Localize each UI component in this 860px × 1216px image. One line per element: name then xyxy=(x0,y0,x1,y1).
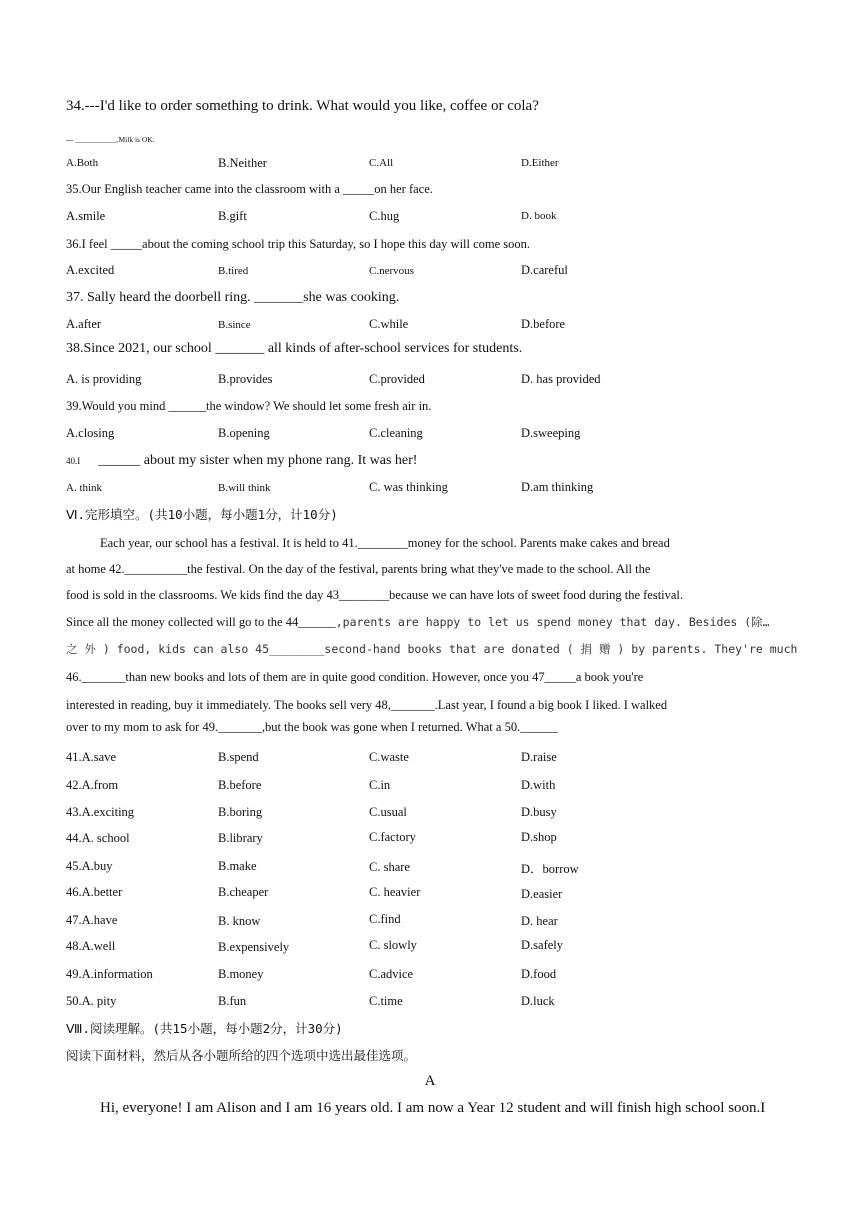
passage-line: 46._______than new books and lots of them are in quite good condition. However, once you 47_____a book you're xyxy=(66,670,644,684)
option-c: C. slowly xyxy=(369,938,417,952)
option-b: B.money xyxy=(218,967,264,981)
passage-label: A xyxy=(424,1073,436,1089)
option-b: B.boring xyxy=(218,805,263,819)
option-a: A.Both xyxy=(66,157,99,169)
option-a: 42.A.from xyxy=(66,778,119,792)
option-c: C.waste xyxy=(369,750,409,764)
option-c: C.cleaning xyxy=(369,426,423,440)
option-b: B.fun xyxy=(218,994,247,1008)
option-c: C.advice xyxy=(369,967,414,981)
section-6-heading: Ⅵ.完形填空。(共10小题，每小题1分，计10分) xyxy=(66,507,338,522)
option-b: B.since xyxy=(218,319,251,331)
option-a: 44.A. school xyxy=(66,831,130,845)
passage-line: at home 42.__________the festival. On the day of the festival, parents bring what they've made to the school. All the xyxy=(66,562,651,576)
option-c: C.in xyxy=(369,778,391,792)
option-b: B.gift xyxy=(218,209,247,223)
question-34-sub: --- ___________.Milk is OK. xyxy=(66,135,155,144)
passage-line: Each year, our school has a festival. It is held to 41.________money for the school. Parents make cakes and bread xyxy=(100,536,670,550)
option-b: B.will think xyxy=(218,482,271,494)
option-c: C.provided xyxy=(369,372,425,386)
option-d: D.food xyxy=(521,967,557,981)
option-d: D.am thinking xyxy=(521,480,594,494)
option-b: B.expensively xyxy=(218,940,290,954)
option-a: A.closing xyxy=(66,426,115,440)
question-40-stem xyxy=(66,451,417,469)
option-d: D.raise xyxy=(521,750,557,764)
option-c: C. heavier xyxy=(369,885,421,899)
option-b: B.Neither xyxy=(218,156,267,170)
option-b: B.opening xyxy=(218,426,270,440)
option-c: C.usual xyxy=(369,805,407,819)
option-b: B.make xyxy=(218,859,257,873)
question-34-stem: 34.---I'd like to order something to drink. What would you like, coffee or cola? xyxy=(66,98,539,114)
option-b: B.spend xyxy=(218,750,259,764)
passage-line: over to my mom to ask for 49._______,but the book was gone when I returned. What a 50.______ xyxy=(66,720,558,734)
option-c: C.time xyxy=(369,994,403,1008)
passage-first-line: Hi, everyone! I am Alison and I am 16 years old. I am now a Year 12 student and will finish high school soon.I xyxy=(100,1100,766,1116)
option-a: A.excited xyxy=(66,263,115,277)
passage-line: interested in reading, buy it immediately. The books sell very 48,_______.Last year, I found a big book I liked. I walked xyxy=(66,698,668,712)
option-d: D．borrow xyxy=(521,862,579,876)
option-a: 46.A.better xyxy=(66,885,123,899)
option-d: D.sweeping xyxy=(521,426,581,440)
option-a: 47.A.have xyxy=(66,913,118,927)
passage-line: food is sold in the classrooms. We kids find the day 43________because we can have lots of sweet food during the festival. xyxy=(66,588,684,602)
option-d: D.safely xyxy=(521,938,563,952)
passage-line: Since all the money collected will go to the 44______,parents are happy to let us spend money that day. Besides (除… xyxy=(66,615,770,629)
option-d: D.with xyxy=(521,778,556,792)
option-d: D.luck xyxy=(521,994,555,1008)
option-a: A.after xyxy=(66,317,102,331)
question-40-number: 40.I xyxy=(66,456,81,466)
option-c: C.find xyxy=(369,912,401,926)
option-c: C.factory xyxy=(369,830,416,844)
option-c: C.while xyxy=(369,317,409,331)
option-a: A.smile xyxy=(66,209,106,223)
option-d: D.careful xyxy=(521,263,568,277)
option-d: D. book xyxy=(521,210,557,222)
option-d: D.Either xyxy=(521,157,559,169)
option-b: B.library xyxy=(218,831,263,845)
section-8-instruction: 阅读下面材料，然后从各小题所给的四个选项中选出最佳选项。 xyxy=(66,1048,417,1063)
passage-line: 之 外 ) food, kids can also 45________second-hand books that are donated ( 捐 赠 ) by parents. They're much xyxy=(66,642,798,656)
option-d: D. hear xyxy=(521,914,558,928)
option-d: D. has provided xyxy=(521,372,601,386)
option-b: B.provides xyxy=(218,372,273,386)
option-c: C. share xyxy=(369,860,410,874)
option-a: 45.A.buy xyxy=(66,859,113,873)
option-a: 43.A.exciting xyxy=(66,805,135,819)
option-a: A. think xyxy=(66,482,103,494)
option-c: C. was thinking xyxy=(369,480,448,494)
option-c: C.nervous xyxy=(369,265,414,277)
question-39-stem: 39.Would you mind ______the window? We should let some fresh air in. xyxy=(66,399,432,413)
question-36-stem: 36.I feel _____about the coming school trip this Saturday, so I hope this day will come soon. xyxy=(66,237,531,251)
option-a: 41.A.save xyxy=(66,750,116,764)
option-a: 49.A.information xyxy=(66,967,153,981)
option-c: C.hug xyxy=(369,209,400,223)
option-b: B.tired xyxy=(218,265,249,277)
option-d: D.before xyxy=(521,317,566,331)
question-37-stem: 37. Sally heard the doorbell ring. _______she was cooking. xyxy=(66,290,400,305)
option-a: 48.A.well xyxy=(66,939,116,953)
section-8-heading: Ⅷ.阅读理解。(共15小题，每小题2分，计30分) xyxy=(66,1021,343,1036)
option-d: D.busy xyxy=(521,805,557,819)
option-c: C.All xyxy=(369,157,394,169)
option-b: B.cheaper xyxy=(218,885,269,899)
option-b: B.before xyxy=(218,778,262,792)
option-d: D.shop xyxy=(521,830,557,844)
option-a: A. is providing xyxy=(66,372,142,386)
question-35-stem: 35.Our English teacher came into the classroom with a _____on her face. xyxy=(66,182,433,196)
option-a: 50.A. pity xyxy=(66,994,117,1008)
question-38-stem: 38.Since 2021, our school _______ all kinds of after-school services for students. xyxy=(66,341,523,356)
question-40-text: ______ about my sister when my phone rang. It was her! xyxy=(98,453,418,468)
option-d: D.easier xyxy=(521,887,563,901)
option-b: B. know xyxy=(218,914,261,928)
